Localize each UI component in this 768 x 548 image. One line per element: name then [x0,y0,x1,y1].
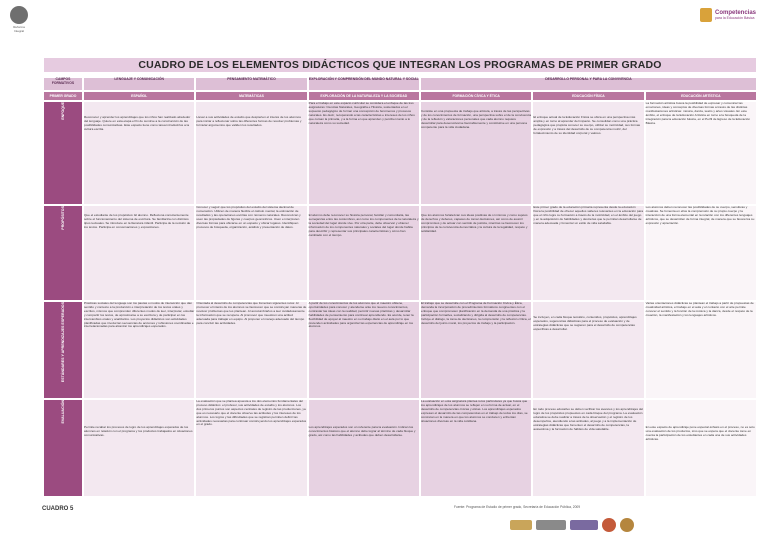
table-cell: Que los alumnos fortalezcan sus ideas positivas de sí mismos y como sujetos de derechos y deberes, capaces de tomar decisiones, así como de asumir compromisos y de actuar con sentido de justicia, mientras se favorecen los principios de la convivencia democrática y la cultura de la legalidad, respeto y solidaridad. [421,206,531,300]
table-cell: Reconocer y aprender los aprendizajes que los niños han realizado alrededor del lenguaje. Quiere en esta etapa el fin de sumirse a la construcción de las posibilidades comunicativas. Este espacio tiene como tarea introducirlos a la cultura escrita. [84,102,194,204]
campos-label: CAMPOS FORMATIVOS [44,78,82,90]
table-cell: En este espacio de aprendizaje pone especial énfasis en el proceso, no es solo una evaluación de los productos, sino que se espera que el docente tome en cuenta la participación de los estudiantes en cada una de sus actividades artísticas. [646,400,756,496]
table-cell: Para el trabajo en este espacio curricular se considera el enfoque de las tres asignaturas: Ciencias Naturales, Geografía e Historia, sustentados en el supuesto pedagógico de formar una concepción de fenómenos y procesos naturales. Es decir, recuperando a las características e intereses de los niños que cursan la primaria, y a la forma en que aprenden y perciben tanto a lo naturaleza como su sociedad. [309,102,419,204]
table-cell: Orientada al desarrollo de competencias que fomentan siguientes retos: Al promover el interés de los alumnos se favorecen que se construyan maneras de resolver problemas que les plantean. Al acostumbrarlos a leer cuidadosamente la información que se recupera. Al promover que muestren una actitud adecuada para trabajar en equipo. Al proponer el manejo adecuado del tiempo para concluir las actividades. [196,302,306,398]
table-cell: Los alumnos deben reconocer las posibilidades de su cuerpo, sensitivas y creativas. Se fomenta en ellos la comprensión de su propio cuerpo y la interacción de una forma elemental en la relación con los diferentes lenguajes artísticos, que se desarrollen de forma integral, de manera que se favorezca su expresión y apreciación. [646,206,756,300]
logo-mark-icon [700,8,712,22]
table-cell: Que el estudiante de los propósitos: El alumno. Reflexiona conscientemente sobre el funcionamiento del sistema de escritura. Se familiariza con distintos tipos textuales. Se introduce en la literatura infantil. Participa de la revisión de los textos. Participa en conversaciones y exposiciones. [84,206,194,300]
campo-desarrollo: DESARROLLO PERSONAL Y PARA LA CONVIVENCIA [421,78,756,90]
institution-logo-icon [570,520,598,530]
row-enfoque [44,102,756,204]
row-label: ENFOQUE [44,102,82,204]
elements-table [42,76,758,498]
sep-logo-icon [536,520,566,530]
table-cell: La evaluación que se plantea apuesta a los dos elementos fundamentales del proceso didáctico: el profesor, sus actividades de estudio y los alumnos. Los dos primeros puntos son aspectos centrales de registro de las producciones, ya que es necesario que el docente observe las actitudes y los intereses de los alumnos. Los logros y las dificultades que se registran permiten definir las actividades necesarias para continuar construyendo los aprendizajes esperados en el grado. [196,400,306,496]
table-cell: Llevar a sus actividades de estudio que despierten el interés de los alumnos para iniciar a reflexionar sobre las diferentes formas de resolver problemas y formular argumentos que validen los resultados. [196,102,306,204]
asignatura-civica: FORMACIÓN CÍVICA Y ÉTICA [421,92,531,100]
table-cell: Los aprendizajes esperados son un referente para la evaluación. Indican los conocimientos básicos que el alumno debe lograr al término de cada bloque y grado, así como las habilidades y actitudes que deben desarrollarse. [309,400,419,496]
row-label: ESTÁNDARES Y APRENDIZAJES ESPERADOS [44,302,82,398]
grado-label: PRIMER GRADO [44,92,82,100]
seal-icon [10,6,28,24]
cuadro-label: CUADRO 5 [42,506,74,512]
row-label: PROPÓSITOS [44,206,82,300]
table-cell: El alumno debe reconocer su historia personal, familiar y comunitaria, las semejanzas entre las costumbres, así como los componentes de la naturaleza y la sociedad del lugar donde vive. Por otra parte, debe observar y obtener información de los componentes naturales y sociales del lugar donde habita para describir y representar sus principales características y cómo han cambiado con el tiempo. [309,206,419,300]
table-cell: El trabajo que se desarrolle con el Programa de Formación Cívica y Ética, demanda la incorporación de procedimientos formativos congruentes con el enfoque que comprometen planificación en la demanda de una práctica y la participación formativa, socializando y dirigida al desarrollo de competencias. Incluye el diálogo, la toma de decisiones, la comprensión y la reflexión crítica, el desarrollo del juicio moral, los proyectos de trabajo y la participación. [421,302,531,398]
row-estandares [44,302,756,398]
asignaturas-row [44,92,756,100]
table-cell: La formación artística busca la posibilidad de expresar y comunicar las emociones, ideas y conceptos de diversas formas a través de las distintas manifestaciones artísticas: música, danza, teatro y artes visuales. En este ámbito, el enfoque de la Educación Artística en torno a la búsqueda de la integración para la educación básica, en el Perfil de Egreso de la Educación Básica. [646,102,756,204]
snte-logo-icon [510,520,532,530]
logo-subtitle: para la Educación Básica [714,16,755,20]
row-propositos [44,206,756,300]
campos-row [44,78,756,90]
competencias-logo [700,8,756,22]
sep-logo [8,6,30,32]
asignatura-exploracion: EXPLORACIÓN DE LA NATURALEZA Y LA SOCIEDAD [309,92,419,100]
university-logo-icon [620,518,634,532]
source-note: Fuente: Programa de Estudio de primer grado, Secretaría de Educación Pública, 2009 [454,505,581,509]
table-cell: El enfoque actual de la Educación Física se ubica en una perspectiva más amplia y en torno al aprender del impacto. Se consolidan como una práctica pedagógica que propicia conocer su cuerpo, utilizar su motricidad, sus formas de expresión y a través del desarrollo de su competencia motriz, del fortalecimiento de su identidad corporal y valores. [533,102,643,204]
row-label: EVALUACIÓN [44,400,82,496]
campo-exploracion: EXPLORACIÓN Y COMPRENSIÓN DEL MUNDO NATURAL Y SOCIAL [309,78,419,90]
program-logo-icon [602,518,616,532]
asignatura-matematicas: MATEMÁTICAS [196,92,306,100]
left-logo-text: Reforma Integral [13,25,25,33]
table-cell: Consiste en una propuesta de trabajo que articula, a través de las perspectivas y de los conocimientos de formación, una perspectiva sobre el de la convivencia y de la reflexión y valoraciones personales que cada alumno requiere desarrollar para desenvolverse favorablemente y constituirse en una persona competente para la vida ciudadana. [421,102,531,204]
logo-title: Competencias [714,10,756,16]
table-cell: Este primer grado de la educación primaria representa desde la educación física la posibilidad de ofrecer aquellos saberes relevantes en la educación para que el niño logre su formación a través de la motricidad, en el ámbito del juego y en la adquisición de habilidades y destrezas que le permitan desarrollarse de manera adecuada y fomentar un estilo de vida saludable. [533,206,643,300]
page-title: CUADRO DE LOS ELEMENTOS DIDÁCTICOS QUE INTEGRAN LOS PROGRAMAS DE PRIMER GRADO [138,59,662,71]
table-cell: La evaluación en esta asignatura plantea retos particulares ya que busca que los aprendizajes de los alumnos se reflejen en su forma de actuar, en el desarrollo de competencias cívicas y éticas. Los aprendizajes esperados expresan el desarrollo de las competencias en el trabajo de todos los días, se concretan en la manera en que los alumnos se conducen y enfrentan situaciones diversas en la vida cotidiana. [421,400,531,496]
top-band [0,0,768,42]
table-cell: Conocer y seguir que los propósitos del estudio del sistema decimal de numeración. Utilicen de manera flexible el cálculo mental, la estimación de resultados y las operaciones escritas con números naturales. Reconozcan y usen las propiedades de figuras y cuerpos geométricos. Usen e interpreten diversas formas para ubicarse en un espacio y ubicar lugares. Identifiquen procesos de búsqueda, organización, análisis y presentación de datos. [196,206,306,300]
asignatura-espanol: ESPAÑOL [84,92,194,100]
campo-pensamiento: PENSAMIENTO MATEMÁTICO [196,78,306,90]
table-cell: Permite recabar los procesos de logro de los aprendizajes esperados de los alumnos en relación con el programa y los productos trabajados en situaciones comunicativas. [84,400,194,496]
asignatura-fisica: EDUCACIÓN FÍSICA [533,92,643,100]
table-cell: Se incluyen, en cada bloque temático, contenidos, propósitos, aprendizajes esperados, sugerencias didácticas para el proceso de evaluación y de estrategias didácticas que se sugieren para el desarrollo de competencias específicas a desarrollar. [533,302,643,398]
table-cell: A partir de los conocimientos de los alumnos que el maestro obtiene, oportunidades para conocer y atenderse ante los nuevos conocimientos, contrastar las ideas con la realidad, permitir nuevas prácticas y desarrollar habilidades de pensamiento para continuar aprendiendo. Es acorde, tener la flexibilidad de apoyar al maestro en su trabajo diario en el aula por lo que pretenden actividades para organizar las experiencias de aprendizaje en los alumnos. [309,302,419,398]
campo-lenguaje: LENGUAJE Y COMUNICACIÓN [84,78,194,90]
table-cell: En todo proceso educativo se deben verificar los avances y los aprendizajes del logro de los propósitos propuestos en cada bloque del programa. La evaluación educativa se debe realizar a través de la observación y el registro de los desempeños, atendiendo a las actitudes, al juego y a la implementación de estrategias didácticas que fomenten el desarrollo de competencias, la autoestima y la formación de hábitos de vida saludable. [533,400,643,496]
asignatura-artistica: EDUCACIÓN ARTÍSTICA [646,92,756,100]
table-cell: Prácticas sociales del lenguaje son los pautas o modos de interacción que dan sentido y contexto a la producción e interpretación de los textos orales y escritos, mismos que comprenden diferentes modos de leer, interpretar, estudiar y compartir los textos, de aproximarse a su escritura y de participar en los intercambios orales y analizarlos. Los proyectos didácticos son actividades planificadas que involucran secuencias de acciones y reflexiones coordinadas e interrelacionadas para alcanzar los aprendizajes esperados. [84,302,194,398]
table-cell: Varias orientaciones didácticas se plantean el trabajo a partir de propuestas de creatividad artística, el trabajo en el aula y el contacto con el arte permite conocer el sentido y la función de la música y la danza, desde el respeto de la creación, la manifestación y los lenguajes artísticos. [646,302,756,398]
footer-logos [510,518,634,532]
row-evaluacion [44,400,756,496]
